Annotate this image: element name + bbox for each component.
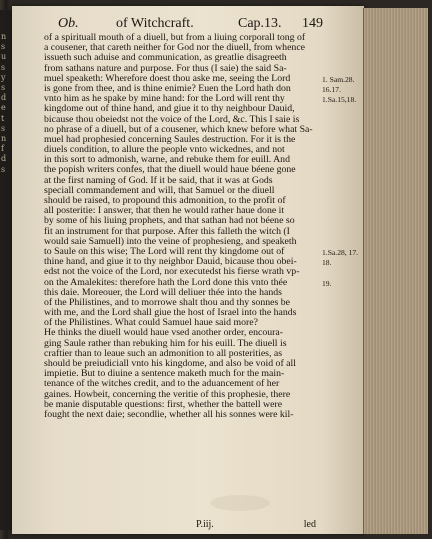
folio-number: 149 [302,16,323,31]
text-line: a cousener, that careth neither for God nor the diuell, from whence [44,43,306,54]
text-line: of a spirituall mouth of a diuell, but from a liuing corporall tong of [44,33,306,43]
text-line: gaines. Howbeit, concerning the veritie of this prophesie, there [44,389,291,400]
text-line: tenance of the witches credit, and to the aduancement of her [44,379,280,390]
margin-note: 18. [322,258,332,268]
margin-note: 1.Sa.28, 17. [322,248,359,258]
text-line: fit an instrument for that purpose. After this falleth the witch (I [44,226,290,237]
facing-page-fragment: f [1,144,4,154]
text-line: at the first naming of God. If it be said, that it was at Gods [44,175,273,186]
text-line: all posteritie: I answer, that then he would rather haue done it [44,206,285,217]
margin-note: 1. Sam.28. [322,74,355,84]
facing-page-fragment: y [1,72,6,82]
text-line: of the Philistines, and to morrowe shalt thou and thy sonnes be [44,297,290,308]
text-line: muel speaketh: Wherefore doest thou aske me, seeing the Lord [44,73,291,84]
text-line: kingdome out of thine hand, and giue it to thy neighbour Dauid, [44,104,295,115]
facing-page-fragment: s [1,83,6,92]
text-line: is gone from thee, and is thine enimie? Euen the Lord hath don [44,83,291,94]
running-head [58,16,358,32]
text-line: should be preiudiciall vnto his kingdome, and also be void of all [44,359,296,369]
facing-page-fragment: s [1,42,6,52]
facing-page-fragment: s [1,164,6,174]
text-line: no phrase of a diuell, but of a cousener, which knew before what Sa- [44,124,313,135]
text-line: vnto him as he spake by mine hand: for the Lord will rent thy [44,94,285,105]
text-line: on the Amalekites: therefore hath the Lord done this vnto thée [44,277,288,288]
text-line: craftier than to leaue such an admonition to all posterities, as [44,348,283,359]
text-line: from sathans nature and purpose. For thus (I saie) the said Sa- [44,63,287,74]
facing-page-fragment: s [1,62,6,72]
facing-page-fragment: d [1,93,7,103]
text-line: the popish writers confes, that the diuell would haue béene gone [44,165,296,176]
text-line: speciall commandement and will, that Samuel or the diuell [44,185,275,196]
verso-label: Ob. [58,16,79,31]
paper-stain [210,495,270,511]
text-line: this daie. Moreouer, the Lord will deliuer thée into the hands [44,287,282,298]
text-line: bicause thou obeiedst not the voice of the Lord, &c. This I saie is [44,114,300,125]
margin-note: 16.17. [322,85,341,94]
text-line: should be raised, to propound this admonition, to the profit of [44,196,286,206]
text-line: He thinks the diuell would haue vsed another order, encoura- [44,328,284,339]
page-edges [363,8,428,534]
facing-page-fragment: n [1,32,7,41]
facing-page-fragment: s [1,123,6,133]
text-line: diuels condition, to allure the people vnto wickednes, and not [44,145,285,156]
facing-page-gutter [0,10,12,530]
text-line: muel had prophesied concerning Saules destruction. For it is the [44,134,296,145]
text-line: edst not the voice of the Lord, nor executedst his fierse wrath vp- [44,267,300,278]
text-line: fought the next daie; secondlie, whether all his sonnes were kil- [44,409,294,420]
page-footer [44,519,322,531]
text-line: to Saule on this wise; The Lord will rent thy kingdome out of [44,246,285,257]
text-line: be manie disputable questions: first, whether the battell were [44,399,283,410]
text-line: would saie Samuell) into the veine of prophesieng, and speaketh [44,236,297,247]
text-line: ging Saule rather than rebuking him for his euill. The diuell is [44,338,287,349]
facing-page-fragment: n [1,134,7,143]
facing-page-fragment: u [1,52,7,62]
chapter-number: Cap.13. [238,16,282,31]
catchword: led [303,519,316,530]
facing-page-fragment: e [1,103,6,113]
facing-page-fragment: t [1,113,5,123]
margin-note: 1.Sa.15,18. [322,95,357,105]
text-line: issueth such aduise and communication, as greatlie disagreeth [44,53,287,64]
text-line: thine hand, and giue it to thy neighbor Dauid, bicause thou obei- [44,257,297,268]
text-line: in this sort to admonish, warne, and rebuke them for euill. And [44,155,290,166]
margin-note: 19. [322,278,332,288]
text-line: by some of his liuing prophets, and that sathan had not béene so [44,216,295,227]
running-title: of Witchcraft. [116,16,194,31]
text-line: of the Philistines. What could Samuel haue said more? [44,318,258,329]
body-text [44,33,322,420]
signature-mark: P.iij. [196,519,214,530]
text-line: with me, and the Lord shall giue the host of Israel into the hands [44,308,297,319]
facing-page-fragment: d [1,154,7,164]
text-line: impietie. But to diuine a sentence maketh much for the main- [44,369,285,380]
